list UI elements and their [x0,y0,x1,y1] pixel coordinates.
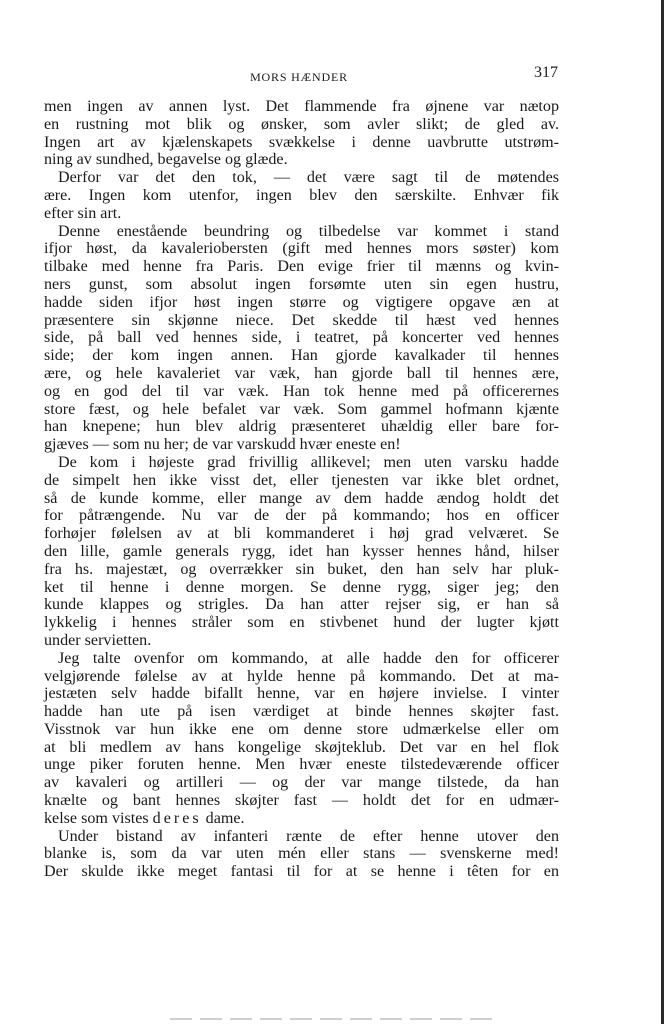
text-line: gjæves — som nu her; de var varskudd hvær eneste en! [44,436,401,454]
text-line: ære. Ingen kom utenfor, ingen blev den særskilte. Enhvær fik [44,186,559,204]
text-line: ners gunst, som absolut ingen forsømte uten sin egen hustru, [44,275,559,293]
text-line: for påtrængende. Nu var de der på kommando; hos en officer [44,507,559,525]
text-line: så de kunde komme, eller mange av dem hadde ændog holdt det [44,489,559,507]
running-head: MORS HÆNDER [250,70,348,84]
text-line: hadde han ute på isen værdiget at binde hennes skøjter fast. [44,703,559,721]
text-line: Der skulde ikke meget fantasi til for at se henne i têten for en [44,863,559,881]
text-line: Jeg talte ovenfor om kommando, at alle hadde den for officerer [58,649,559,667]
emphasized-word: deres [152,809,202,827]
text-line: efter sin art. [44,204,122,222]
text-line: Derfor var det den tok, — det være sagt til de møtendes [58,169,559,187]
text-line: unge piker foruten henne. Men hvær eneste tilstedeværende officer [44,756,559,774]
text-line: tilbake med henne fra Paris. Den evige frier til mænns og kvin- [44,258,559,276]
text-line: præsentere sin skjønne niece. Det skedde til hæst ved hennes [44,311,559,329]
page-header [40,64,558,88]
text-line: en rustning mot blik og ønsker, som avler slikt; de gled av. [44,115,559,133]
text-line: fra hs. majestæt, og overrækker sin buket, den han selv har pluk- [44,560,559,578]
text-line: Denne enestående beundring og tilbedelse var kommet i stand [58,222,559,240]
text-line: av kavaleri og artilleri — og der var mange tilstede, da han [44,774,559,792]
scan-artifact [170,1018,500,1020]
text-line: og en god del til var væk. Han tok henne med på officerernes [44,382,559,400]
text-line: store fæst, og hele befalet var væk. Som gammel hofmann kjænte [44,400,559,418]
text-line: de simpelt hen ikke visst det, eller tjenesten var ikke blet ordnet, [44,471,559,489]
text-line: under servietten. [44,631,152,649]
text-line: side, på ball ved hennes side, i teatret, på koncerter ved hennes [44,329,559,347]
text-line: men ingen av annen lyst. Det flammende fra øjnene var nætop [44,98,559,115]
text-line: blanke is, som da var uten mén eller stans — svenskerne med! [44,845,559,863]
text-line: velgjørende følelse av at hylde henne på kommando. Det at ma- [44,667,559,685]
text-line: De kom i højeste grad frivillig allikevel; men uten varsku hadde [58,453,559,471]
text-line: Under bistand av infanteri rænte de efter henne utover den [58,827,559,845]
text-line: knælte og bant hennes skøjter fast — holdt det for en udmær- [44,792,559,810]
text-line: hadde siden ifjor høst ingen større og vigtigere opgave æn at [44,293,559,311]
text-line: ifjor høst, da kavaleriobersten (gift med hennes mors søster) kom [44,240,559,258]
page-number: 317 [534,64,558,81]
text-line: ære, og hele kavaleriet var væk, han gjorde ball til hennes ære, [44,364,559,382]
text-line: side; der kom ingen annen. Han gjorde kavalkader til hennes [44,347,559,365]
text-line: kunde klappes og strigles. Da han atter rejser sig, er han så [44,596,559,614]
text-line: han knepene; hun blev aldrig præsenteret uhældig eller bare for- [44,418,559,436]
text-line: ket til henne i denne morgen. Se denne rygg, siger jeg; den [44,578,559,596]
line-text: kelse som vistes [44,809,149,827]
text-line: den lille, gamle generals rygg, idet han kysser hennes hånd, hilser [44,542,559,560]
text-line: lykkelig i hennes stråler som en stivbenet hund der lugter kjøtt [44,614,559,632]
text-line: forhøjer følelsen av at bli kommanderet i høj grad velværet. Se [44,525,559,543]
text-line: Visstnok var hun ikke ene om denne store udmærkelse eller om [44,720,559,738]
text-line: Ingen art av kjælenskapets svækkelse i denne uavbrutte utstrøm- [44,133,559,151]
text-line-spaced [44,810,559,828]
text-line: at bli medlem av hans kongelige skøjteklub. Det var en hel flok [44,738,559,756]
line-text: dame. [205,809,245,827]
body-text [44,98,559,881]
text-line: jestæten selv hadde bifallt henne, var en højere invielse. I vinter [44,685,559,703]
text-line: ning av sundhed, begavelse og glæde. [44,151,288,169]
